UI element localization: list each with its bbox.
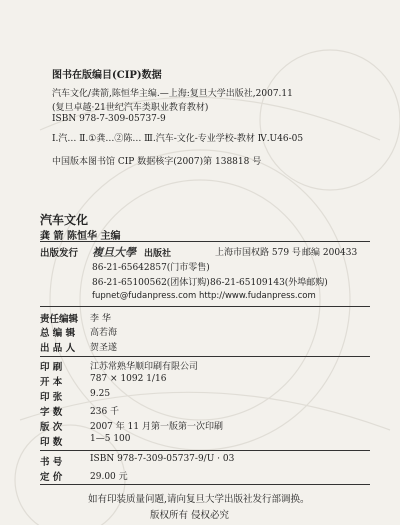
- publisher-name: 出版社: [144, 249, 172, 259]
- isbn-label: 书 号: [40, 457, 63, 468]
- cip-line-1: 汽车文化/龚箭,陈恒华主编.—上海:复旦大学出版社,2007.11: [52, 89, 293, 99]
- cip-line-2: (复旦卓越·21世纪汽车类职业教育教材): [52, 103, 209, 113]
- publisher-web: fupnet@fudanpress.com http://www.fudanpress.com: [92, 291, 316, 301]
- publisher-phone-2: 86-21-65100562(团体订购): [92, 278, 210, 288]
- spec-label: 字 数: [40, 407, 63, 418]
- publisher-phone-1: 86-21-65642857(门市零售): [92, 263, 210, 273]
- price-value: 29.00 元: [90, 472, 128, 482]
- publisher-address: 上海市国权路 579 号: [215, 248, 301, 258]
- cip-heading: 图书在版编目(CIP)数据: [52, 70, 162, 81]
- spec-value: 236 千: [90, 407, 120, 417]
- spec-label: 开 本: [40, 377, 63, 388]
- divider: [40, 484, 370, 485]
- divider: [40, 356, 370, 357]
- credit-value: 李 华: [90, 314, 111, 324]
- quality-notice: 如有印装质量问题,请向复旦大学出版社发行部调换。: [88, 494, 310, 505]
- spec-value: 2007 年 11 月第一版第一次印刷: [90, 422, 223, 432]
- divider: [40, 450, 370, 451]
- spec-value: 江苏常熟华顺印刷有限公司: [90, 362, 199, 372]
- publisher-logo: 複旦大學: [92, 246, 136, 259]
- isbn-value: ISBN 978-7-309-05737-9/U · 03: [90, 454, 235, 464]
- divider: [40, 241, 370, 242]
- credit-value: 高若海: [90, 328, 118, 338]
- credit-label: 出 品 人: [40, 343, 76, 354]
- spec-value: 1—5 100: [90, 434, 131, 444]
- price-label: 定 价: [40, 472, 63, 483]
- spec-label: 印 数: [40, 437, 63, 448]
- credit-label: 责任编辑: [40, 314, 79, 325]
- book-authors: 龚 箭 陈恒华 主编: [40, 231, 121, 242]
- spec-label: 印 刷: [40, 362, 63, 373]
- divider: [40, 306, 370, 307]
- publisher-postcode: 邮编 200433: [302, 248, 358, 258]
- spec-label: 版 次: [40, 422, 63, 433]
- spec-value: 787 × 1092 1/16: [90, 374, 167, 384]
- publisher-label: 出版发行: [40, 248, 79, 259]
- copyright-notice: 版权所有 侵权必究: [150, 510, 230, 521]
- book-title: 汽车文化: [40, 213, 89, 227]
- publisher-phone-mail: 86-21-65109143(外埠邮购): [210, 278, 328, 288]
- credit-value: 贺圣遂: [90, 343, 118, 353]
- cip-line-5: 中国版本图书馆 CIP 数据核字(2007)第 138818 号: [52, 157, 262, 167]
- spec-value: 9.25: [90, 389, 111, 399]
- cip-line-4: Ⅰ.汽… Ⅱ.①龚…②陈… Ⅲ.汽车-文化-专业学校-教材 Ⅳ.U46-05: [52, 134, 304, 144]
- cip-line-3: ISBN 978-7-309-05737-9: [52, 114, 166, 124]
- spec-label: 印 张: [40, 392, 63, 403]
- credit-label: 总 编 辑: [40, 328, 76, 339]
